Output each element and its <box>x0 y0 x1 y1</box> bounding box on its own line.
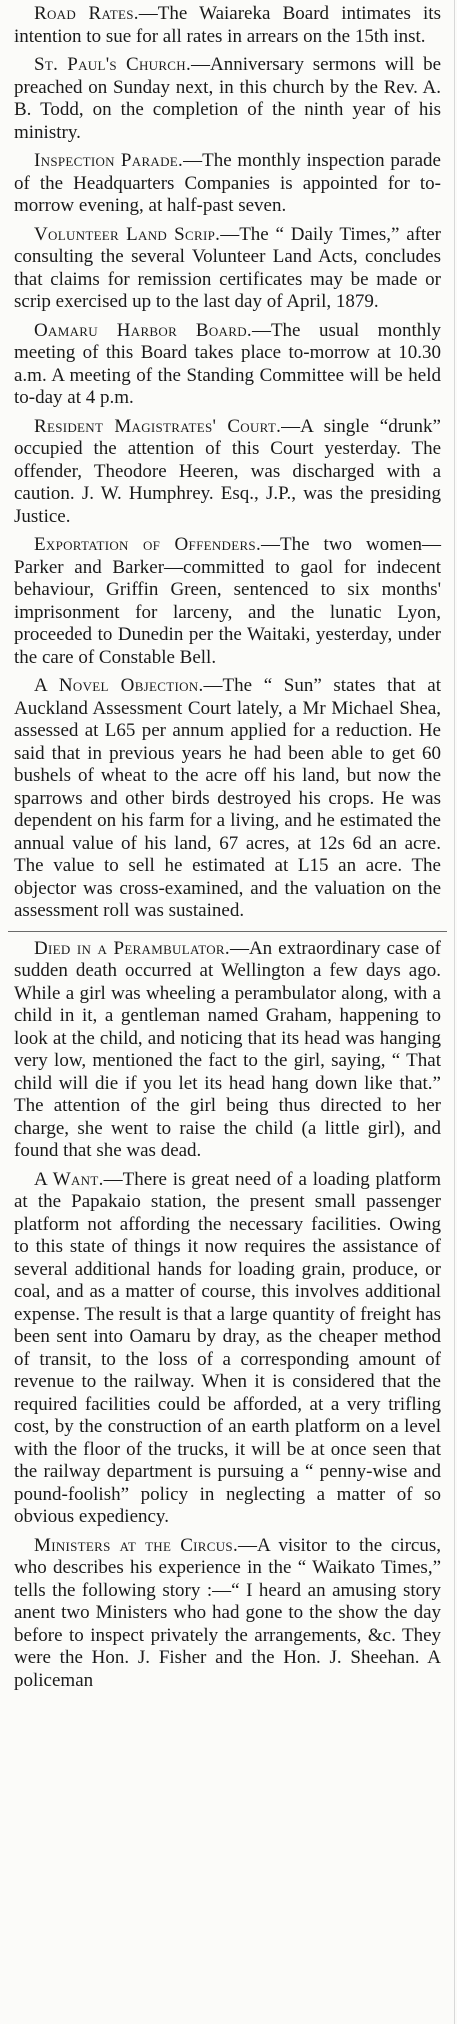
article-heading: Inspection Parade. <box>34 150 184 171</box>
article-body: —The “ Sun” states that at Auckland Assessment Court lately, a Mr Michael Shea, assessed at L65 per annum applied for a reduction. He said that in previous years he had been able to get 60 bushels of wheat to the acre off his land, but now the sparrows and other birds destroyed his crops. He was dependent on his farm for a living, and he estimated the annual value of his land, 67 acres, at 12s 6d an acre. The value to sell he estimated at L15 an acre. The objector was cross-examined, and the valuation on the assessment roll was sustained. <box>14 675 442 921</box>
article-body: —The monthly inspection parade of the Headquarters Companies is appointed for to-morrow evening, at half-past seven. <box>14 150 441 216</box>
article-body: —There is great need of a loading platform at the Papakaio station, the present small passenger platform not affording the necessary facilities. Owing to this state of things it now requires the assistance of several additional hands for loading grain, produce, or coal, and as a matter of course, this involves additional expense. The result is that a large quantity of freight has been sent into Oamaru by dray, as the cheaper method of transit, to the loss of a corresponding amount of revenue to the railway. When it is considered that the required facilities could be afforded, at a very trifling cost, by the construction of an earth platform on a level with the floor of the trucks, it will be at once seen that the railway department is pursuing a “ penny-wise and pound-foolish” policy in neglecting a matter of so obvious expediency. <box>14 1168 441 1527</box>
article-body: —A visitor to the circus, who describes his experience in the “ Waikato Times,” tells the following story :—“ I heard an amusing story anent two Ministers who had gone to the show the day before to inspect privately the arrangements, &c. They were the Hon. J. Fisher and the Hon. J. Sheehan. A policeman <box>14 1534 441 1691</box>
article-body: —A single “drunk” occupied the attention of this Court yesterday. The offender, Theodore Heeren, was discharged with a caution. J. W. Humphrey. Esq., J.P., was the presiding Justice. <box>14 415 441 527</box>
article-heading: Road Rates. <box>34 3 139 24</box>
article-heading: Volunteer Land Scrip. <box>34 223 221 245</box>
article-heading: Died in a Perambulator. <box>34 937 230 959</box>
article-body: —The “ Daily Times,” after consulting the several Volunteer Land Acts, concludes that claims for remission certificates may be made or scrip exercised up to the last day of April, 1879. <box>14 223 441 312</box>
article-heading: St. Paul's Church. <box>34 54 192 75</box>
article-a-novel-objection <box>8 675 447 929</box>
article-body: —The two women—Parker and Barker—committed to gaol for indecent behaviour, Griffin Green, sentenced to six months' imprisonment for larceny, and the lunatic Lyon, proceeded to Dunedin per the Waitaki, yesterday, under the care of Constable Bell. <box>14 534 441 668</box>
article-st-pauls-church <box>8 54 447 150</box>
article-body: —An extraordinary case of sudden death occurred at Wellington a few days ago. While a girl was wheeling a perambulator along, with a child in it, a gentleman named Graham, happening to look at the child, and noticing that its head was hanging very low, mentioned the fact to the girl, saying, “ That child will die if you let its head hang down like that.” The attention of the girl being thus directed to her charge, she went to raise the child (a little girl), and found that she was dead. <box>14 937 441 1161</box>
article-oamaru-harbor-board <box>8 320 447 416</box>
article-heading: Exportation of Offenders. <box>34 534 262 555</box>
article-body: —Anniversary sermons will be preached on Sunday next, in this church by the Rev. A. B. Todd, on the completion of the ninth year of his ministry. <box>14 54 442 143</box>
column-rule <box>8 931 447 932</box>
article-road-rates <box>8 0 447 54</box>
article-heading: A Want. <box>34 1168 104 1190</box>
article-body: —The Waiareka Board intimates its intention to sue for all rates in arrears on the 15th inst. <box>14 3 441 47</box>
article-a-want <box>8 1169 447 1535</box>
article-heading: Oamaru Harbor Board. <box>34 319 252 341</box>
article-heading: A Novel Objection. <box>34 675 204 696</box>
article-exportation-of-offenders <box>8 534 447 675</box>
article-volunteer-land-scrip <box>8 224 447 320</box>
article-resident-magistrates-court <box>8 416 447 535</box>
article-heading: Resident Magistrates' Court. <box>34 415 282 437</box>
article-ministers-at-the-circus <box>8 1535 447 1699</box>
article-body: —The usual monthly meeting of this Board takes place to-morrow at 10.30 a.m. A meeting of the Standing Committee will be held to-day at 4 p.m. <box>14 319 441 408</box>
article-inspection-parade <box>8 150 447 224</box>
column-edge-line <box>454 0 455 2024</box>
article-died-in-a-perambulator <box>8 938 447 1169</box>
article-heading: Ministers at the Circus. <box>34 1534 239 1556</box>
